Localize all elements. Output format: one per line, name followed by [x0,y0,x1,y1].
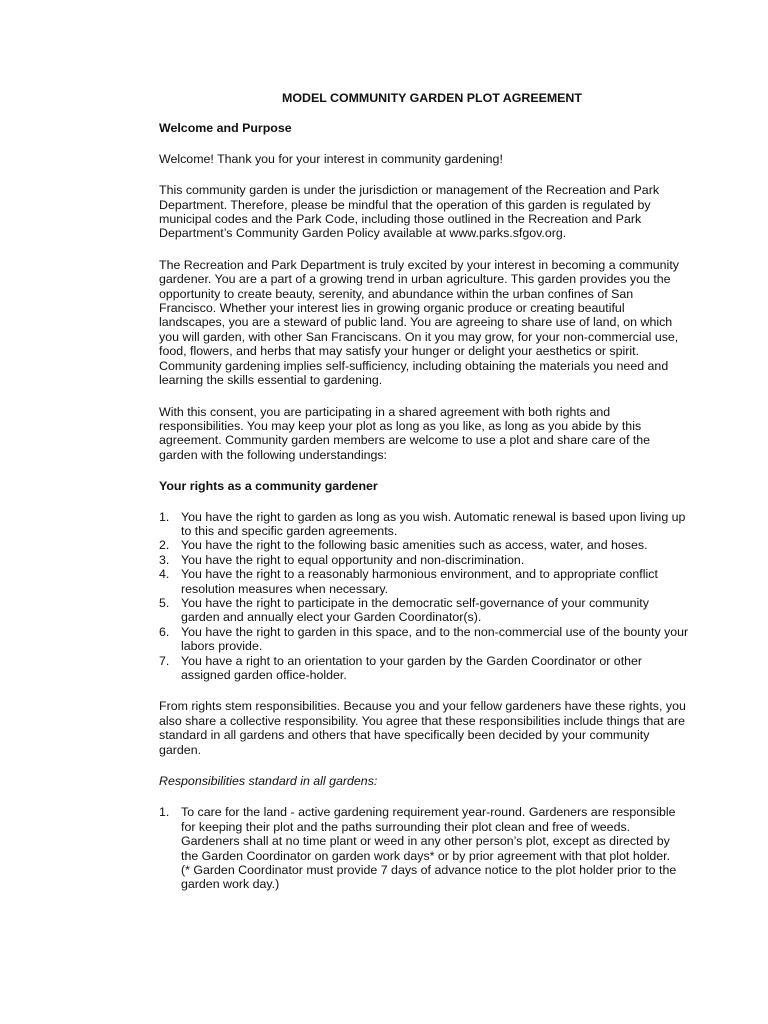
responsibilities-heading: Responsibilities standard in all gardens: [159,774,378,789]
list-number: 5. [159,595,170,610]
welcome-line: Welcome! Thank you for your interest in community gardening! [159,151,503,166]
list-number: 7. [159,653,170,668]
responsibilities-paragraph: From rights stem responsibilities. Because you and your fellow gardeners have these rights, you also share a collective responsibility. You agree that these responsibilities include things that are standard in all gardens and others that have specifically been decided by your community garden. [159,699,686,757]
consent-paragraph: With this consent, you are participating in a shared agreement with both rights and responsibilities. You may keep your plot as long as you like, as long as you abide by this agreement. Community garden members are welcome to use a plot and share care of the garden with the following understandings: [159,404,651,462]
responsibilities-list [159,805,689,891]
list-item [159,625,689,654]
list-item-note: (* Garden Coordinator must provide 7 days of advance notice to the plot holder prior to the garden work day.) [181,863,677,892]
list-number: 3. [159,552,170,567]
list-item-text: You have the right to garden as long as you wish. Automatic renewal is based upon living up to this and specific garden agreements. [181,509,686,538]
list-item [159,596,689,625]
jurisdiction-paragraph: This community garden is under the jurisdiction or management of the Recreation and Park Department. Therefore, please be mindful that the operation of this garden is regulated by municipal codes and the Park Code, including those outlined in the Recreation and Park Department’s Community Garden Policy available at www.parks.sfgov.org. [159,183,660,241]
list-item-text: You have a right to an orientation to your garden by the Garden Coordinator or other assigned garden office-holder. [181,653,643,682]
list-number: 4. [159,567,170,582]
list-item-text: To care for the land - active gardening requirement year-round. Gardeners are responsible for keeping their plot and the paths surrounding their plot clean and free of weeds. Gardeners shall at no time plant or weed in any other person’s plot, except as directed by the Garden Coordinator on garden work days* or by prior agreement with that plot holder. [181,805,676,863]
list-item [159,654,689,683]
list-item-text: You have the right to garden in this space, and to the non-commercial use of the bounty your labors provide. [181,624,689,654]
list-number: 6. [159,624,170,639]
list-item [159,553,689,567]
rights-list [159,510,689,683]
document-page [159,91,689,909]
document-title: MODEL COMMUNITY GARDEN PLOT AGREEMENT [282,91,582,105]
list-item [159,510,689,539]
list-item [159,567,689,596]
list-item [159,538,689,552]
rights-heading: Your rights as a community gardener [159,479,378,494]
list-item [159,805,689,891]
list-number: 2. [159,538,170,553]
list-item-text: You have the right to a reasonably harmonious environment, and to appropriate conflict resolution measures when necessary. [181,567,658,596]
list-item-text: You have the right to participate in the democratic self-governance of your community garden and annually elect your Garden Coordinator(s). [181,595,649,625]
list-number: 1. [159,805,170,820]
list-number: 1. [159,509,170,524]
list-item-text: You have the right to the following basic amenities such as access, water, and hoses. [181,538,648,553]
excited-paragraph: The Recreation and Park Department is truly excited by your interest in becoming a community gardener. You are a part of a growing trend in urban agriculture. This garden provides you the opportunity to create beauty, serenity, and abundance within the urban confines of San Francisco. Whether your interest lies in growing organic produce or creating beautiful landscapes, you are a steward of public land. You are agreeing to share use of land, on which you will garden, with other San Franciscans. On it you may grow, for your non-commercial use, food, flowers, and herbs that may satisfy your hunger or delight your aesthetics or spirit. Community gardening implies self-sufficiency, including obtaining the materials you need and learning the skills essential to gardening. [159,257,679,388]
welcome-heading: Welcome and Purpose [159,121,292,136]
list-item-text: You have the right to equal opportunity and non-discrimination. [181,552,525,567]
